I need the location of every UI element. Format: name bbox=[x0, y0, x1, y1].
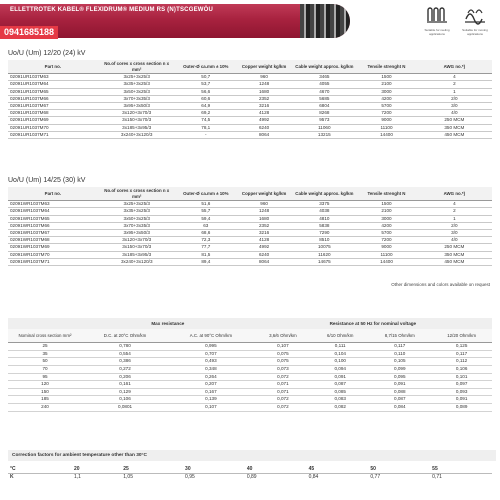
table-cell: 0,77 bbox=[370, 474, 381, 480]
phone-number: 0941685188 bbox=[0, 26, 58, 39]
table-cell: 30 bbox=[183, 466, 245, 474]
table-row bbox=[8, 381, 492, 389]
table-row bbox=[8, 201, 492, 208]
table-cell: 0,111 bbox=[312, 343, 368, 351]
table-cell: 5838 bbox=[292, 222, 356, 229]
table-cell: 3x240+3x120/3 bbox=[98, 258, 176, 265]
table-cell: 3x70+3x35/3 bbox=[98, 222, 176, 229]
table-cell: 3x35+3x25/3 bbox=[98, 81, 176, 88]
table-cell: 0,105 bbox=[368, 358, 431, 366]
table-cell: 120 bbox=[8, 381, 82, 389]
table-cell: 55,7 bbox=[176, 208, 236, 215]
table-cell: 0,117 bbox=[431, 350, 492, 358]
table-row bbox=[8, 74, 492, 81]
col-copper-weight: Copper weight kg/km bbox=[236, 60, 293, 74]
table-cell: 3x185+3x95/3 bbox=[98, 124, 176, 131]
table-cell: 95 bbox=[8, 373, 82, 381]
table-cell: 2352 bbox=[236, 95, 293, 102]
table-cell: 2 bbox=[417, 208, 492, 215]
spec-header-row bbox=[8, 60, 492, 74]
table-row bbox=[8, 474, 492, 482]
table-cell: 25 bbox=[121, 466, 183, 474]
table-cell: 4810 bbox=[292, 215, 356, 222]
table-cell: 02091UR1037M68 bbox=[8, 110, 98, 117]
table-cell: 0,264 bbox=[168, 373, 254, 381]
table-cell: 0,097 bbox=[431, 381, 492, 389]
table-cell: 7200 bbox=[356, 237, 416, 244]
table-cell: 0,072 bbox=[254, 373, 312, 381]
table-cell: 0,129 bbox=[82, 388, 168, 396]
table-cell: 11100 bbox=[356, 124, 416, 131]
table-cell: 7290 bbox=[292, 230, 356, 237]
table-row bbox=[8, 222, 492, 229]
moving-icon-caption: Suitable for moving applications bbox=[462, 28, 488, 36]
table-cell: 6240 bbox=[236, 251, 293, 258]
table-row bbox=[8, 403, 492, 411]
table-cell: 02091UR1037M63 bbox=[8, 74, 98, 81]
table-cell: 02091UR1037M65 bbox=[8, 88, 98, 95]
table-cell: 5685 bbox=[292, 95, 356, 102]
availability-note: Other dimensions and colors available on request bbox=[391, 282, 490, 287]
table-cell: 02091WR1037M63 bbox=[8, 201, 98, 208]
correction-title: Correction factors for ambient temperature other than 30°C bbox=[8, 450, 496, 461]
table-cell: 5700 bbox=[356, 103, 416, 110]
table-cell: 3000 bbox=[356, 88, 416, 95]
table-cell: 56,6 bbox=[176, 88, 236, 95]
table-cell: 0,107 bbox=[168, 403, 254, 411]
table-cell: 0,093 bbox=[431, 388, 492, 396]
table-cell: 4038 bbox=[292, 208, 356, 215]
table-cell: 02091UR1037M64 bbox=[8, 81, 98, 88]
table-cell: 8510 bbox=[292, 237, 356, 244]
table-cell: 0,780 bbox=[82, 343, 168, 351]
table-cell: 3x240+3x120/3 bbox=[98, 131, 176, 138]
table-cell: 4 bbox=[417, 201, 492, 208]
table-cell: 450 MCM bbox=[417, 131, 492, 138]
col-dc-20: D.C. at 20°C Ohm/km bbox=[82, 329, 168, 343]
table-cell: 8064 bbox=[236, 131, 293, 138]
table-cell: 250 MCM bbox=[417, 244, 492, 251]
table-cell: 78,1 bbox=[176, 124, 236, 131]
table-cell: 60,6 bbox=[176, 95, 236, 102]
table-cell: 350 MCM bbox=[417, 251, 492, 258]
table-row bbox=[8, 388, 492, 396]
table-cell: 10075 bbox=[292, 244, 356, 251]
table-cell: 3x150+3x70/3 bbox=[98, 117, 176, 124]
table-cell: 0,995 bbox=[168, 343, 254, 351]
col-tensile: Tensile strenght N bbox=[356, 60, 416, 74]
table-cell: 0,100 bbox=[312, 358, 368, 366]
table-cell: 68,6 bbox=[176, 230, 236, 237]
table-row bbox=[8, 396, 492, 404]
table-cell: 2/0 bbox=[417, 95, 492, 102]
table-cell: 0,112 bbox=[431, 358, 492, 366]
table-cell: 3x120+3x70/3 bbox=[98, 110, 176, 117]
table-cell: 0,348 bbox=[168, 365, 254, 373]
table-cell: 11620 bbox=[292, 251, 356, 258]
table-cell: 4128 bbox=[236, 110, 293, 117]
table-cell: 0,071 bbox=[254, 381, 312, 389]
table-cell: 0,075 bbox=[254, 350, 312, 358]
table-cell: 3465 bbox=[292, 74, 356, 81]
table-cell: 3x25+3x25/3 bbox=[98, 74, 176, 81]
table-cell: 2/0 bbox=[417, 222, 492, 229]
col-cross-section: Nominal cross section mm² bbox=[8, 329, 82, 343]
table-cell: 02091WR1037M67 bbox=[8, 230, 98, 237]
table-cell: 74,5 bbox=[176, 117, 236, 124]
table-cell: 7200 bbox=[356, 110, 416, 117]
table-cell: 02091UR1037M67 bbox=[8, 103, 98, 110]
table-cell: 5700 bbox=[356, 230, 416, 237]
table-row bbox=[8, 244, 492, 251]
table-cell: 50 bbox=[8, 358, 82, 366]
table-cell: 02091UR1037M69 bbox=[8, 117, 98, 124]
table-cell: K bbox=[10, 474, 14, 480]
table-cell: 3x185+3x95/3 bbox=[98, 251, 176, 258]
col-part-no: Part no. bbox=[8, 60, 98, 74]
table-cell: 14400 bbox=[356, 131, 416, 138]
table-cell: 0,083 bbox=[312, 396, 368, 404]
col-outer-diameter: Outer-Ø ca.mm ± 10% bbox=[176, 60, 236, 74]
col-outer-diameter: Outer-Ø ca.mm ± 10% bbox=[176, 187, 236, 201]
drum-icon-caption: Suitable for reeling applications bbox=[424, 28, 450, 36]
table-cell: 70 bbox=[8, 365, 82, 373]
table-cell: 0,088 bbox=[368, 388, 431, 396]
section-title-14-25kv: Uo/U (Um) 14/25 (30) kV bbox=[8, 177, 86, 184]
col-part-no: Part no. bbox=[8, 187, 98, 201]
cable-cores bbox=[300, 4, 350, 38]
col-ac-90: A.C. at 90°C Ohm/km bbox=[168, 329, 254, 343]
cable-print-text: ELLETTROTEK KABEL® FLEXIDRUM® MEDIUM RS (N)TSCGEWÖU bbox=[10, 7, 214, 13]
table-cell: 0,072 bbox=[254, 396, 312, 404]
table-cell: 0,139 bbox=[168, 396, 254, 404]
table-cell: 02091UR1037M71 bbox=[8, 131, 98, 138]
table-cell: 3x25+3x25/3 bbox=[98, 201, 176, 208]
table-cell: 0,091 bbox=[431, 396, 492, 404]
table-cell: 0,206 bbox=[82, 373, 168, 381]
table-cell: 02091UR1037M70 bbox=[8, 124, 98, 131]
table-cell: 0,0801 bbox=[82, 403, 168, 411]
col-cores: No.of cores x cross section n x mm² bbox=[98, 187, 176, 201]
table-cell: 0,272 bbox=[82, 365, 168, 373]
table-cell: 1680 bbox=[236, 215, 293, 222]
table-cell: 0,087 bbox=[368, 396, 431, 404]
table-cell: 02091WR1037M66 bbox=[8, 222, 98, 229]
spec-header-row bbox=[8, 187, 492, 201]
table-cell: 11060 bbox=[292, 124, 356, 131]
table-row bbox=[8, 373, 492, 381]
table-cell: 0,95 bbox=[185, 474, 195, 480]
table-row bbox=[8, 343, 492, 351]
table-cell: 3000 bbox=[356, 215, 416, 222]
table-cell: 0,161 bbox=[82, 381, 168, 389]
nominal-voltage-header: Resistance at 50 Hz for nominal voltage bbox=[254, 318, 492, 329]
spec-table-14-25kv bbox=[8, 187, 492, 266]
table-cell: 11100 bbox=[356, 251, 416, 258]
table-cell: 1248 bbox=[236, 81, 293, 88]
table-cell: 55 bbox=[430, 466, 492, 474]
table-row bbox=[8, 103, 492, 110]
table-cell: 0,167 bbox=[168, 388, 254, 396]
table-row bbox=[8, 237, 492, 244]
table-cell: 2 bbox=[417, 81, 492, 88]
table-cell: 81,5 bbox=[176, 251, 236, 258]
col-6-10: 6/10 Ohm/km bbox=[312, 329, 368, 343]
table-row bbox=[8, 358, 492, 366]
table-cell: 13215 bbox=[292, 131, 356, 138]
table-cell: 0,106 bbox=[431, 365, 492, 373]
table-cell: 35 bbox=[8, 350, 82, 358]
table-cell: 0,087 bbox=[312, 381, 368, 389]
product-banner bbox=[0, 0, 500, 46]
resistance-table bbox=[8, 318, 492, 412]
table-cell: 3x95+3x50/3 bbox=[98, 230, 176, 237]
table-cell: 53,7 bbox=[176, 81, 236, 88]
table-cell: 59,4 bbox=[176, 215, 236, 222]
table-cell: 2100 bbox=[356, 81, 416, 88]
table-cell: 14675 bbox=[292, 258, 356, 265]
section-title-12-20kv: Uo/U (Um) 12/20 (24) kV bbox=[8, 50, 86, 57]
table-cell: 4128 bbox=[236, 237, 293, 244]
table-cell: 45 bbox=[307, 466, 369, 474]
table-cell: 0,082 bbox=[312, 403, 368, 411]
table-cell: 0,091 bbox=[368, 381, 431, 389]
table-cell: 0,89 bbox=[246, 474, 257, 480]
table-cell: 9000 bbox=[356, 117, 416, 124]
col-8-7-15: 8,7/15 Ohm/km bbox=[368, 329, 431, 343]
table-cell: 50 bbox=[368, 466, 430, 474]
table-row bbox=[8, 258, 492, 265]
col-tensile: Tensile strenght N bbox=[356, 187, 416, 201]
table-cell: 4 bbox=[417, 74, 492, 81]
table-row bbox=[8, 215, 492, 222]
table-cell: 02091WR1037M70 bbox=[8, 251, 98, 258]
table-row bbox=[8, 110, 492, 117]
table-cell: 1 bbox=[417, 215, 492, 222]
table-cell: 0,094 bbox=[312, 365, 368, 373]
res-blank-header bbox=[8, 318, 82, 329]
table-cell: 0,707 bbox=[168, 350, 254, 358]
table-cell: 9573 bbox=[292, 117, 356, 124]
col-12-20: 12/20 Ohm/km bbox=[431, 329, 492, 343]
table-cell: 0,072 bbox=[254, 403, 312, 411]
table-cell: 0,101 bbox=[431, 373, 492, 381]
table-cell: 72,3 bbox=[176, 237, 236, 244]
table-cell: 51,6 bbox=[176, 201, 236, 208]
table-cell: 1248 bbox=[236, 208, 293, 215]
table-cell: 02091WR1037M69 bbox=[8, 244, 98, 251]
table-cell: - bbox=[176, 131, 236, 138]
table-cell: 3x95+3x50/3 bbox=[98, 103, 176, 110]
table-row bbox=[8, 466, 492, 474]
table-cell: 3x150+3x70/3 bbox=[98, 244, 176, 251]
table-cell: 1680 bbox=[236, 88, 293, 95]
table-cell: 6240 bbox=[236, 124, 293, 131]
table-cell: 4200 bbox=[356, 222, 416, 229]
table-cell: 0,110 bbox=[368, 350, 431, 358]
table-cell: 69,2 bbox=[176, 110, 236, 117]
table-row bbox=[8, 95, 492, 102]
moving-icon bbox=[462, 4, 488, 26]
table-cell: 4055 bbox=[292, 81, 356, 88]
table-cell: 4/0 bbox=[417, 237, 492, 244]
table-cell: 8268 bbox=[292, 110, 356, 117]
col-awg: AWG no.*) bbox=[417, 187, 492, 201]
table-cell: 8064 bbox=[236, 258, 293, 265]
table-cell: 1,05 bbox=[123, 474, 133, 480]
table-cell: 0,207 bbox=[168, 381, 254, 389]
table-cell: 3x50+3x25/3 bbox=[98, 215, 176, 222]
table-cell: 4670 bbox=[292, 88, 356, 95]
table-cell: 02091WR1037M64 bbox=[8, 208, 98, 215]
spec-table-12-20kv bbox=[8, 60, 492, 139]
table-cell: 2352 bbox=[236, 222, 293, 229]
table-row bbox=[8, 350, 492, 358]
table-cell: 0,125 bbox=[431, 343, 492, 351]
table-row bbox=[8, 208, 492, 215]
table-row bbox=[8, 365, 492, 373]
table-cell: 3375 bbox=[292, 201, 356, 208]
table-cell: 0,554 bbox=[82, 350, 168, 358]
table-cell: 960 bbox=[236, 201, 293, 208]
table-cell: 0,106 bbox=[82, 396, 168, 404]
table-cell: 3216 bbox=[236, 230, 293, 237]
table-cell: 0,084 bbox=[368, 403, 431, 411]
table-cell: 4200 bbox=[356, 95, 416, 102]
table-cell: 3x35+3x25/3 bbox=[98, 208, 176, 215]
table-cell: 0,095 bbox=[368, 373, 431, 381]
table-cell: 1500 bbox=[356, 201, 416, 208]
table-cell: 1500 bbox=[356, 74, 416, 81]
table-cell: 02091WR1037M71 bbox=[8, 258, 98, 265]
table-cell: 0,099 bbox=[368, 365, 431, 373]
table-cell: 150 bbox=[8, 388, 82, 396]
table-cell: 02091UR1037M66 bbox=[8, 95, 98, 102]
table-cell: 0,117 bbox=[368, 343, 431, 351]
table-row bbox=[8, 117, 492, 124]
table-cell: 3x50+3x25/3 bbox=[98, 88, 176, 95]
table-cell: 0,71 bbox=[432, 474, 442, 480]
table-cell: 0,493 bbox=[168, 358, 254, 366]
table-cell: 77,7 bbox=[176, 244, 236, 251]
table-cell: 0,386 bbox=[82, 358, 168, 366]
col-awg: AWG no.*) bbox=[417, 60, 492, 74]
resistance-column-header bbox=[8, 329, 492, 343]
col-cable-weight: Cable weight approx. kg/km bbox=[292, 187, 356, 201]
table-cell: 0,075 bbox=[254, 358, 312, 366]
table-cell: 4/0 bbox=[417, 110, 492, 117]
table-row bbox=[8, 124, 492, 131]
table-cell: 6804 bbox=[292, 103, 356, 110]
table-cell: 3/0 bbox=[417, 230, 492, 237]
table-cell: 4992 bbox=[236, 117, 293, 124]
table-cell: 14400 bbox=[356, 258, 416, 265]
table-row bbox=[8, 230, 492, 237]
table-cell: 64,9 bbox=[176, 103, 236, 110]
table-cell: 350 MCM bbox=[417, 124, 492, 131]
col-3-6-6: 3,6/6 Ohm/km bbox=[254, 329, 312, 343]
table-row bbox=[8, 88, 492, 95]
resistance-group-header bbox=[8, 318, 492, 329]
table-cell: 0,071 bbox=[254, 388, 312, 396]
drum-icon bbox=[424, 4, 450, 26]
col-cable-weight: Cable weight approx. kg/km bbox=[292, 60, 356, 74]
table-cell: 40 bbox=[245, 466, 307, 474]
table-cell: 02091WR1037M68 bbox=[8, 237, 98, 244]
table-cell: 02091WR1037M65 bbox=[8, 215, 98, 222]
table-cell: 0,104 bbox=[312, 350, 368, 358]
correction-table bbox=[8, 466, 492, 481]
table-cell: 0,84 bbox=[308, 474, 319, 480]
table-cell: 3/0 bbox=[417, 103, 492, 110]
table-cell: 960 bbox=[236, 74, 293, 81]
table-cell: °C bbox=[8, 466, 72, 474]
table-cell: 20 bbox=[72, 466, 121, 474]
table-cell: 450 MCM bbox=[417, 258, 492, 265]
table-cell: 9000 bbox=[356, 244, 416, 251]
table-cell: 250 MCM bbox=[417, 117, 492, 124]
table-cell: 1,1 bbox=[74, 474, 81, 480]
table-cell: 0,091 bbox=[312, 373, 368, 381]
max-resistance-header: Max resistance bbox=[82, 318, 254, 329]
col-copper-weight: Copper weight kg/km bbox=[236, 187, 293, 201]
table-cell: 89,4 bbox=[176, 258, 236, 265]
table-cell: 3216 bbox=[236, 103, 293, 110]
table-cell: 0,085 bbox=[312, 388, 368, 396]
table-row bbox=[8, 251, 492, 258]
table-cell: 3x120+3x70/3 bbox=[98, 237, 176, 244]
table-cell: 2100 bbox=[356, 208, 416, 215]
table-cell: 1 bbox=[417, 88, 492, 95]
table-row bbox=[8, 81, 492, 88]
table-cell: 25 bbox=[8, 343, 82, 351]
table-cell: 63 bbox=[176, 222, 236, 229]
table-cell: 0,089 bbox=[431, 403, 492, 411]
table-cell: 240 bbox=[8, 403, 82, 411]
table-row bbox=[8, 131, 492, 138]
table-cell: 185 bbox=[8, 396, 82, 404]
table-cell: 3x70+3x35/3 bbox=[98, 95, 176, 102]
col-cores: No.of cores x cross section n x mm² bbox=[98, 60, 176, 74]
table-cell: 50,7 bbox=[176, 74, 236, 81]
table-cell: 0,073 bbox=[254, 365, 312, 373]
table-cell: 0,107 bbox=[254, 343, 312, 351]
table-cell: 4992 bbox=[236, 244, 293, 251]
